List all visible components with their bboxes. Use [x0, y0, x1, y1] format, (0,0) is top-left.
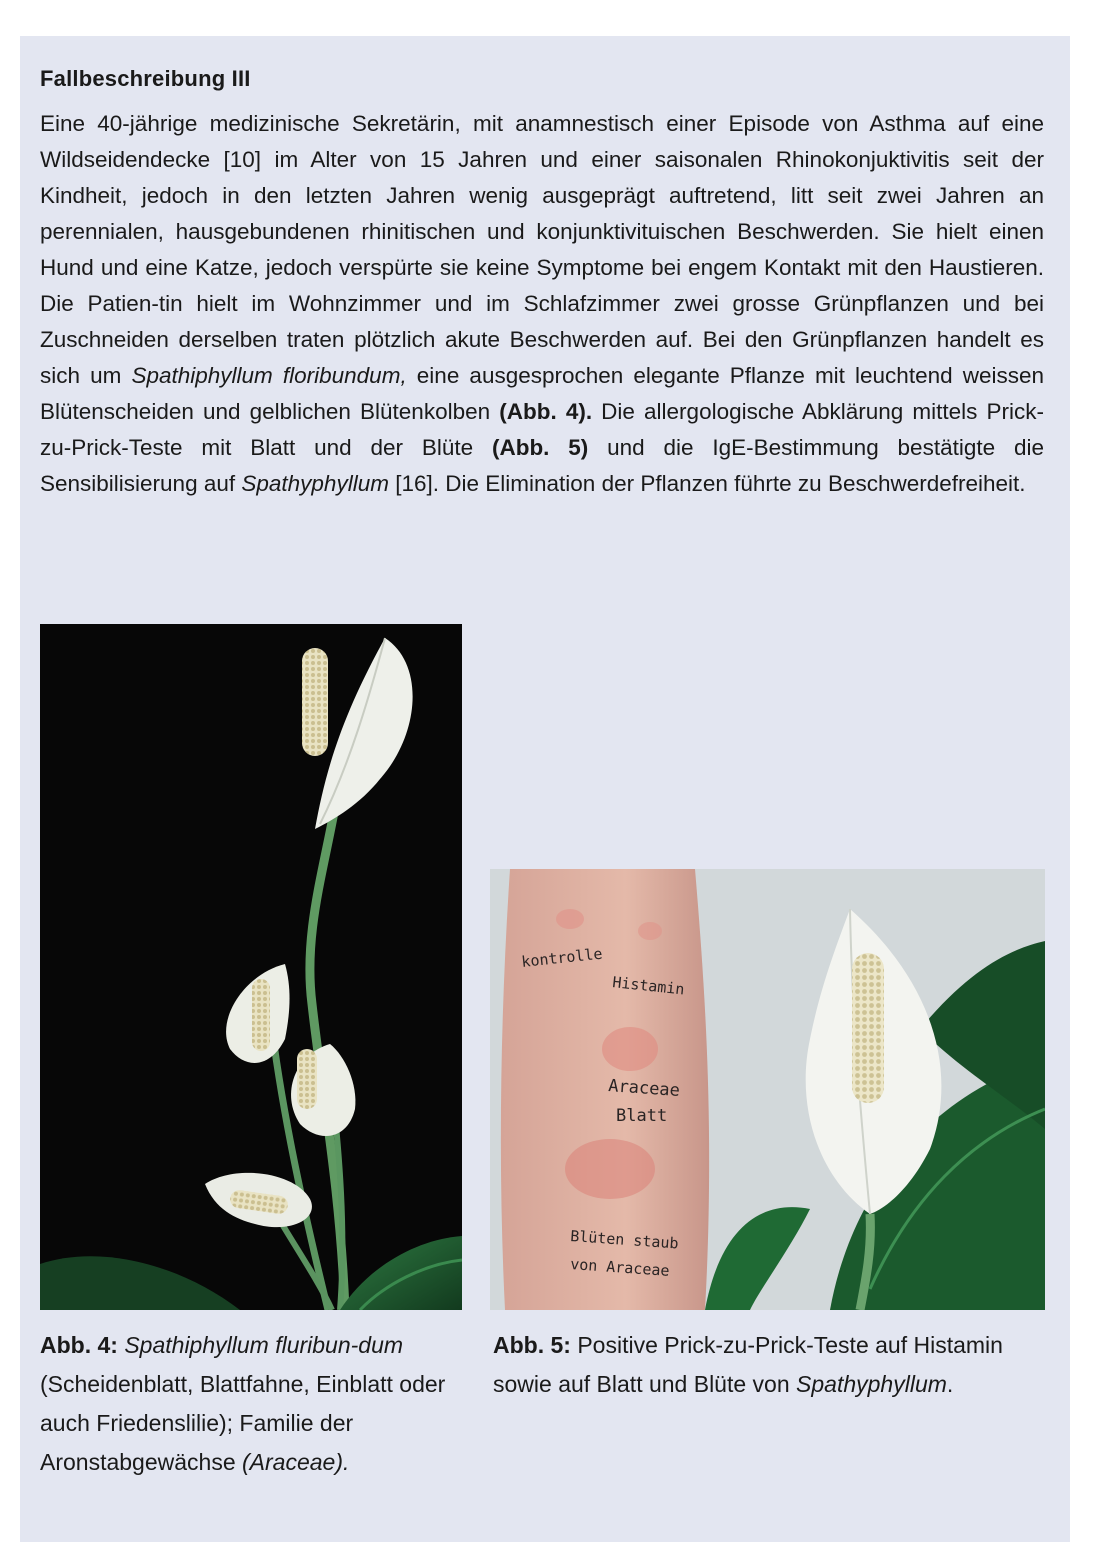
figure-5-caption: Abb. 5: Positive Prick-zu-Prick-Teste auf Histamin sowie auf Blatt und Blüte von Spathyphyllum.	[493, 1332, 1003, 1397]
figure-4-caption: Abb. 4: Spathiphyllum fluribun-dum (Scheidenblatt, Blattfahne, Einblatt oder auch Friedenslilie); Familie der Aronstabgewächse (Araceae).	[40, 1332, 446, 1475]
arm-label-kontrolle: kontrolle	[520, 944, 604, 971]
figure-ref-5: (Abb. 5)	[491, 435, 589, 460]
figure-4-photo	[40, 624, 462, 1310]
arm-label-blatt: Blatt	[616, 1106, 668, 1126]
figure-5-photo	[490, 869, 1045, 1310]
case-description: Eine 40-jährige medizinische Sekretärin, mit anamnestisch einer Episode von Asthma auf eine Wildseidendecke [10] im Alter von 15 Jahren und einer saisonalen Rhinokonjuktivitis seit der Kindheit, jedoch in den letzten Jahren wenig ausgeprägt auftretend, litt seit zwei Jahren an perennialen, hausgebundenen rhinitischen und konjunktivituischen Beschwerden. Sie hielt einen Hund und eine Katze, jedoch verspürte sie keine Symptome bei engem Kontakt mit den Haustieren. Die Patien-tin hielt im Wohnzimmer und im Schlafzimmer zwei grosse Grünpflanzen und bei Zuschneiden derselben traten plötzlich akute Beschwerden auf. Bei den Grünpflanzen handelt es sich um Spathiphyllum floribundum, eine ausgesprochen elegante Pflanze mit leuchtend weissen Blütenscheiden und gelblichen Blütenkolben (Abb. 4). Die allergologische Abklärung mittels Prick-zu-Prick-Teste mit Blatt und der Blüte (Abb. 5) und die IgE-Bestimmung bestätigte die Sensibilisierung auf Spathyphyllum [16]. Die Elimination der Pflanzen führte zu Beschwerdefreiheit.	[40, 111, 1044, 496]
arm-label-bluten: Blüten staub	[569, 1227, 680, 1253]
species-name: Spathiphyllum floribundum,	[131, 363, 407, 388]
figure-ref-4: (Abb. 4).	[499, 399, 593, 424]
arm-label-von: von Araceae	[569, 1255, 671, 1280]
arm-label-histamin: Histamin	[611, 973, 686, 999]
section-heading: Fallbeschreibung III	[40, 66, 251, 91]
arm-label-araceae: Araceae	[607, 1076, 681, 1101]
species-name: Spathyphyllum	[241, 471, 389, 496]
